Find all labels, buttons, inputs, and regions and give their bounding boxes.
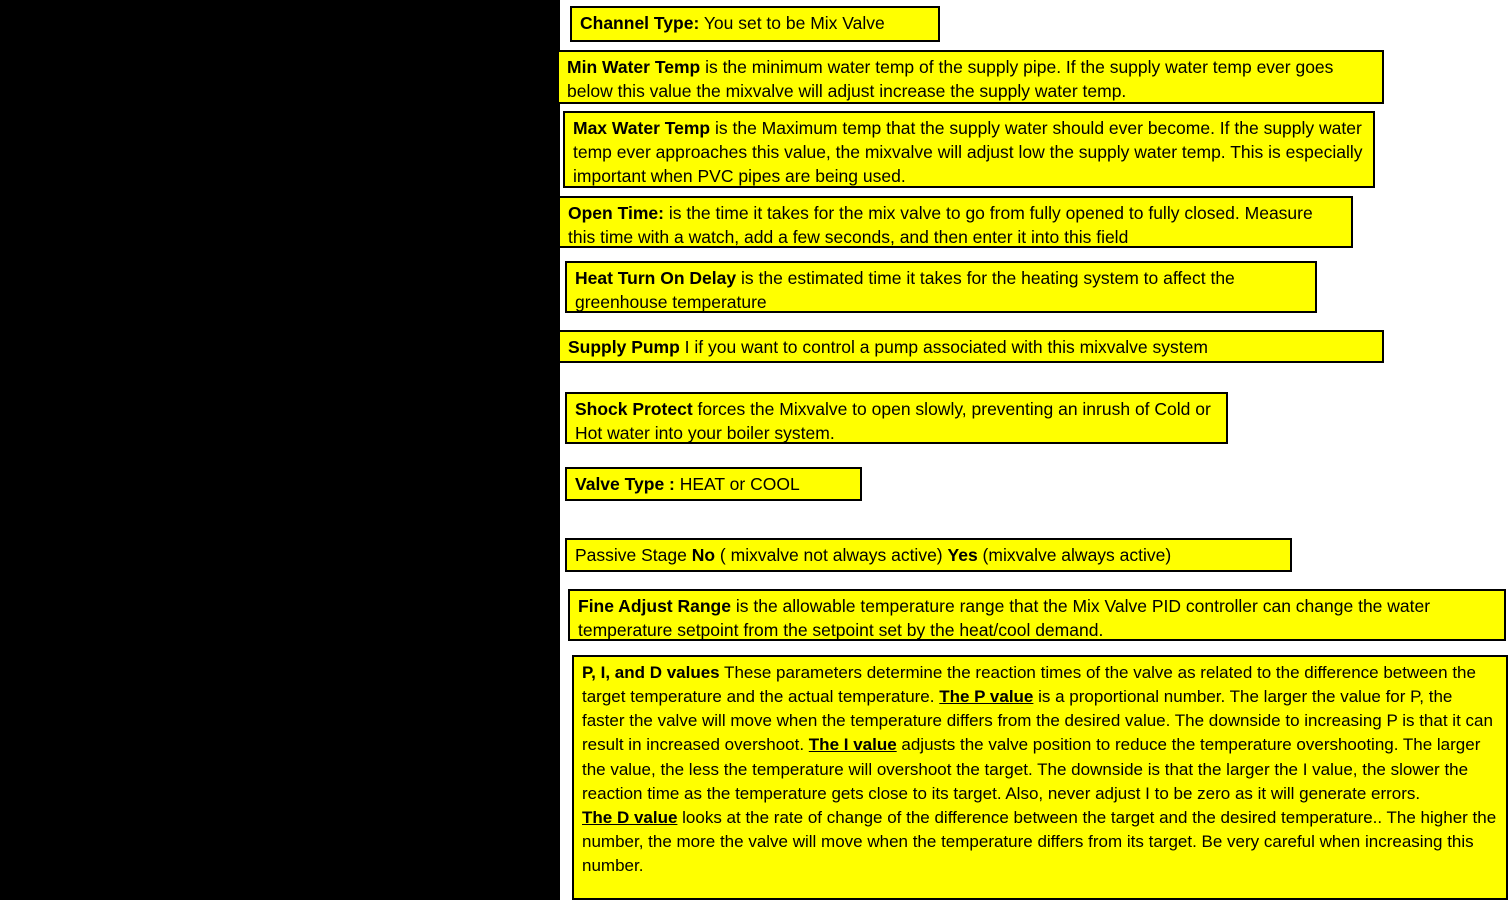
- callout-fine-adjust-range: [568, 589, 1506, 641]
- unit-delay-hours: h: [248, 218, 257, 235]
- value-delay-minutes[interactable]: 0: [316, 218, 325, 235]
- callout-valve-type: [565, 467, 862, 501]
- callout-supply-pump: [558, 330, 1384, 363]
- callout-open-time-title: Open Time:: [568, 203, 664, 223]
- label-supply-pump: Supply Pump:: [8, 279, 108, 296]
- unit-limit-percent: %: [340, 434, 355, 451]
- callout-shock-protect-title: Shock Protect: [575, 399, 693, 419]
- callout-open-time-body: is the time it takes for the mix valve to go from fully opened to fully closed. Measure this time with a watch, add a few seconds, and then enter it into this field: [568, 203, 1313, 247]
- callout-supply-pump-title: Supply Pump: [568, 337, 680, 357]
- label-limit-to: Limit to: [8, 434, 60, 451]
- label-passive-stage: Passive Stage: [8, 538, 111, 555]
- callout-heat-turn-on-delay-title: Heat Turn On Delay: [575, 268, 737, 288]
- callout-fine-adjust-range-body: is the allowable temperature range that the Mix Valve PID controller can change the water temperature setpoint from the setpoint set by the heat/cool demand.: [578, 596, 1431, 640]
- callout-pid-values-seg3: adjusts the valve position to reduce the temperature overshooting. The larger the value, the less the temperature will overshoot the target. The downside is that the larger the I value, the slower the reaction time as the temperature gets close to its target. Also, never adjust I to be zero as it will generate errors.: [582, 735, 1481, 803]
- unit-delay-minutes: m: [355, 218, 369, 235]
- callout-channel-type-title: Channel Type:: [580, 13, 700, 33]
- label-intemp-pid: Intemp PID: [8, 746, 89, 763]
- value-intemp-i[interactable]: 0.40: [222, 798, 254, 815]
- value-delay-seconds[interactable]: 0: [452, 218, 461, 235]
- label-water-p: P: [8, 692, 19, 709]
- callout-passive-stage-suffix: (mixvalve always active): [977, 545, 1172, 565]
- scroll-down-arrow-icon[interactable]: ↓: [515, 6, 523, 23]
- callout-min-water-temp: [557, 50, 1384, 104]
- callout-shock-protect: [565, 392, 1228, 444]
- callout-supply-pump-body: I if you want to control a pump associated with this mixvalve system: [679, 337, 1208, 357]
- value-water-p[interactable]: 0.00: [55, 692, 87, 709]
- callout-pid-values: [572, 655, 1508, 900]
- label-water-i: |I: [170, 692, 179, 709]
- label-air: Air: [8, 61, 28, 78]
- value-max-temp[interactable]: 120.00: [360, 113, 409, 130]
- callout-passive-stage-mid: ( mixvalve not always active): [715, 545, 948, 565]
- callout-max-water-temp-body: is the Maximum temp that the supply water should ever become. If the supply water temp ever approaches this value, the mixvalve will adjust low the supply water temp. This is especially important when PVC pipes are being used.: [573, 118, 1363, 186]
- value-shock-threshold[interactable]: < 140.00: [330, 382, 393, 399]
- value-limit-percent[interactable]: 0: [227, 434, 236, 451]
- callout-open-time: [558, 196, 1353, 248]
- label-intemp-d: |D: [337, 798, 353, 815]
- label-min: Min: [282, 61, 308, 78]
- value-air-sensor[interactable]: InT: [168, 61, 192, 78]
- value-min-temp[interactable]: 45.00: [382, 61, 423, 78]
- unit-max-temp: F: [527, 113, 537, 130]
- unit-open-hours: h: [248, 166, 257, 183]
- label-valve-type: Valve type: [8, 486, 82, 503]
- label-water-d: |D: [337, 692, 353, 709]
- value-open-minutes[interactable]: 0: [316, 166, 325, 183]
- label-open-time: Open: [8, 166, 48, 183]
- unit-shock-threshold: F: [527, 382, 537, 399]
- value-supply-pump[interactable]: None: [385, 279, 424, 296]
- value-shock-protect[interactable]: Disabled: [333, 330, 396, 347]
- value-intemp-d[interactable]: 0.40: [390, 798, 422, 815]
- value-water-i[interactable]: 0.00: [222, 692, 254, 709]
- value-passive-stage[interactable]: No: [333, 538, 354, 555]
- value-intemp-p[interactable]: 1.00: [55, 798, 87, 815]
- value-channel-name[interactable]: Chill: [176, 8, 208, 25]
- value-delay-hours[interactable]: 0: [205, 218, 214, 235]
- unit-open-minutes: m: [355, 166, 369, 183]
- label-water-pid: Water PID: [8, 640, 82, 657]
- callout-heat-turn-on-delay-body: is the estimated time it takes for the heating system to affect the greenhouse temperature: [575, 268, 1235, 312]
- label-water-not-set[interactable]: WtrNot Set: [0, 113, 79, 130]
- callout-max-water-temp: [563, 111, 1375, 188]
- value-water-d[interactable]: 0.00: [390, 692, 422, 709]
- callout-pid-values-seg1: These parameters determine the reaction times of the valve as related to the difference between the target temperature and the actual temperature.: [582, 663, 1476, 707]
- callout-channel-type-body: You set to be Mix Valve: [699, 13, 885, 33]
- callout-channel-type: [570, 6, 940, 42]
- callout-passive-stage-prefix: Passive Stage: [575, 545, 692, 565]
- value-open-hours[interactable]: 0: [205, 166, 214, 183]
- callout-pid-values-seg4: looks at the rate of change of the difference between the target and the desired temperature.. The higher the number, the more the valve will move when the temperature differs from its target. Be very careful when increasing this number.: [582, 807, 1497, 875]
- callout-pid-d-label: The D value: [582, 807, 678, 827]
- unit-open-seconds: s: [505, 166, 513, 183]
- callout-min-water-temp-body: is the minimum water temp of the supply pipe. If the supply water temp ever goes below this value the mixvalve will adjust increase the supply water temp.: [567, 57, 1334, 101]
- callout-shock-protect-body: forces the Mixvalve to open slowly, preventing an inrush of Cold or Hot water into your boiler system.: [575, 399, 1211, 443]
- label-shock-condition-sensor[interactable]: if InT: [8, 382, 44, 399]
- callout-pid-values-seg2: is a proportional number. The larger the value for P, the faster the valve will move when the temperature differs from the desired value. The downside to increasing P is that it can result in increased overshoot.: [582, 687, 1493, 755]
- value-channel-type[interactable]: Mix Valve: [310, 8, 379, 25]
- unit-delay-seconds: s: [505, 218, 513, 235]
- unit-tune-range: F: [500, 590, 510, 607]
- label-shock-protect: Shock Protect: [8, 330, 108, 347]
- lcd-controller-panel: [0, 0, 560, 900]
- label-tune-range: Tune Range: [8, 590, 96, 607]
- callout-pid-values-title: P, I, and D values: [582, 663, 720, 682]
- label-ch: Ch: [8, 8, 29, 25]
- value-valve-type[interactable]: Not Set: [333, 486, 387, 503]
- callout-pid-i-label: The I value: [808, 735, 897, 755]
- label-heat-delay: Ht Delay:: [8, 218, 74, 235]
- callout-min-water-temp-title: Min Water Temp: [567, 57, 701, 77]
- callout-passive-stage-yes: Yes: [947, 545, 978, 565]
- callout-max-water-temp-title: Max Water Temp: [573, 118, 711, 138]
- label-intemp-p: P: [8, 798, 19, 815]
- unit-min-temp: F: [527, 61, 537, 78]
- value-channel-number[interactable]: 3: [84, 8, 93, 25]
- label-limit-open: Open: [390, 434, 430, 451]
- callout-fine-adjust-range-title: Fine Adjust Range: [578, 596, 731, 616]
- callout-passive-stage-no: No: [691, 545, 716, 565]
- value-tune-range[interactable]: 80.00: [340, 590, 381, 607]
- callout-valve-type-title: Valve Type :: [575, 474, 675, 494]
- callout-pid-p-label: The P value: [939, 687, 1034, 707]
- callout-passive-stage: [565, 538, 1292, 572]
- callout-valve-type-body: HEAT or COOL: [674, 474, 800, 494]
- value-open-seconds[interactable]: 42: [423, 166, 441, 183]
- label-max: Max: [282, 113, 313, 130]
- callout-heat-turn-on-delay: [565, 261, 1317, 313]
- label-intemp-i: |I: [170, 798, 179, 815]
